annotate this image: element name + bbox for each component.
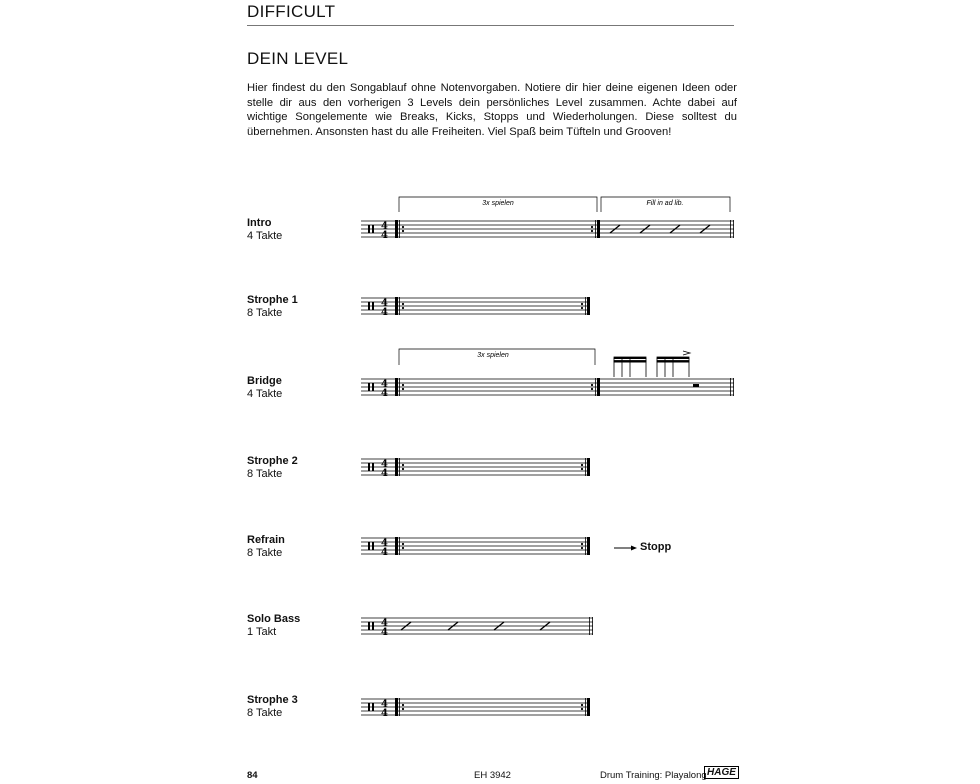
time-signature-bottom: 4 — [381, 708, 388, 719]
page-number: 84 — [247, 770, 258, 781]
bracket-label: Fill in ad lib. — [646, 200, 684, 207]
staff-refrain — [361, 537, 590, 558]
staff-solo-bass — [361, 617, 593, 638]
section-bars: 1 Takt — [247, 626, 277, 638]
sixteenth-note-group — [614, 357, 646, 377]
section-bars: 8 Takte — [247, 307, 283, 319]
time-signature-bottom: 4 — [381, 307, 388, 318]
bracket-label: 3x spielen — [482, 200, 514, 207]
section-name: Strophe 2 — [247, 455, 298, 467]
bracket-3x-spielen — [399, 349, 595, 365]
section-name: Solo Bass — [247, 613, 301, 625]
catalog-number: EH 3942 — [474, 770, 511, 781]
section-header: DIFFICULT — [247, 2, 734, 26]
bracket-label: 3x spielen — [477, 352, 509, 359]
section-name: Strophe 3 — [247, 694, 298, 706]
publisher-logo: HAGE — [704, 766, 739, 779]
time-signature-top: 4 — [381, 298, 388, 309]
accent-mark — [683, 351, 690, 355]
time-signature-bottom: 4 — [381, 547, 388, 558]
bracket-fill-in — [601, 197, 730, 212]
time-signature-top: 4 — [381, 459, 388, 470]
time-signature-top: 4 — [381, 379, 388, 390]
stopp-annotation: Stopp — [640, 541, 672, 553]
time-signature-top: 4 — [381, 221, 388, 232]
half-rest — [693, 384, 699, 387]
staff-strophe-2 — [361, 458, 590, 479]
section-name: Intro — [247, 217, 272, 229]
sixteenth-note-group — [657, 357, 689, 377]
section-bars: 4 Takte — [247, 388, 283, 400]
time-signature-top: 4 — [381, 618, 388, 629]
intro-paragraph: Hier findest du den Songablauf ohne Notenvorgaben. Notiere dir hier deine eigenen Ideen oder stelle dir aus den vorherigen 3 Levels dein persönliches Level zusammen. Achte dabei auf wichtige Songelemente wie Breaks, Kicks, Stopps und Wiederholungen. Diese solltest du übernehmen. Ansonsten hast du alle Freiheiten. Viel Spaß beim Tüfteln und Grooven! — [247, 82, 737, 138]
book-title: Drum Training: Playalong — [600, 770, 707, 781]
time-signature-bottom: 4 — [381, 627, 388, 638]
time-signature-bottom: 4 — [381, 388, 388, 399]
time-signature-bottom: 4 — [381, 230, 388, 241]
staff-strophe-1 — [361, 297, 590, 318]
section-name: Refrain — [247, 534, 285, 546]
time-signature-top: 4 — [381, 699, 388, 710]
staff-strophe-3 — [361, 698, 590, 719]
section-bars: 4 Takte — [247, 230, 283, 242]
arrow-right-icon — [614, 546, 637, 551]
time-signature-bottom: 4 — [381, 468, 388, 479]
section-bars: 8 Takte — [247, 547, 283, 559]
time-signature-top: 4 — [381, 538, 388, 549]
section-name: Bridge — [247, 375, 282, 387]
section-bars: 8 Takte — [247, 707, 283, 719]
page-title: DEIN LEVEL — [247, 49, 349, 68]
section-bars: 8 Takte — [247, 468, 283, 480]
section-name: Strophe 1 — [247, 294, 298, 306]
bracket-3x-spielen — [399, 197, 597, 212]
staff-bridge — [361, 349, 734, 399]
staff-intro — [361, 197, 734, 241]
